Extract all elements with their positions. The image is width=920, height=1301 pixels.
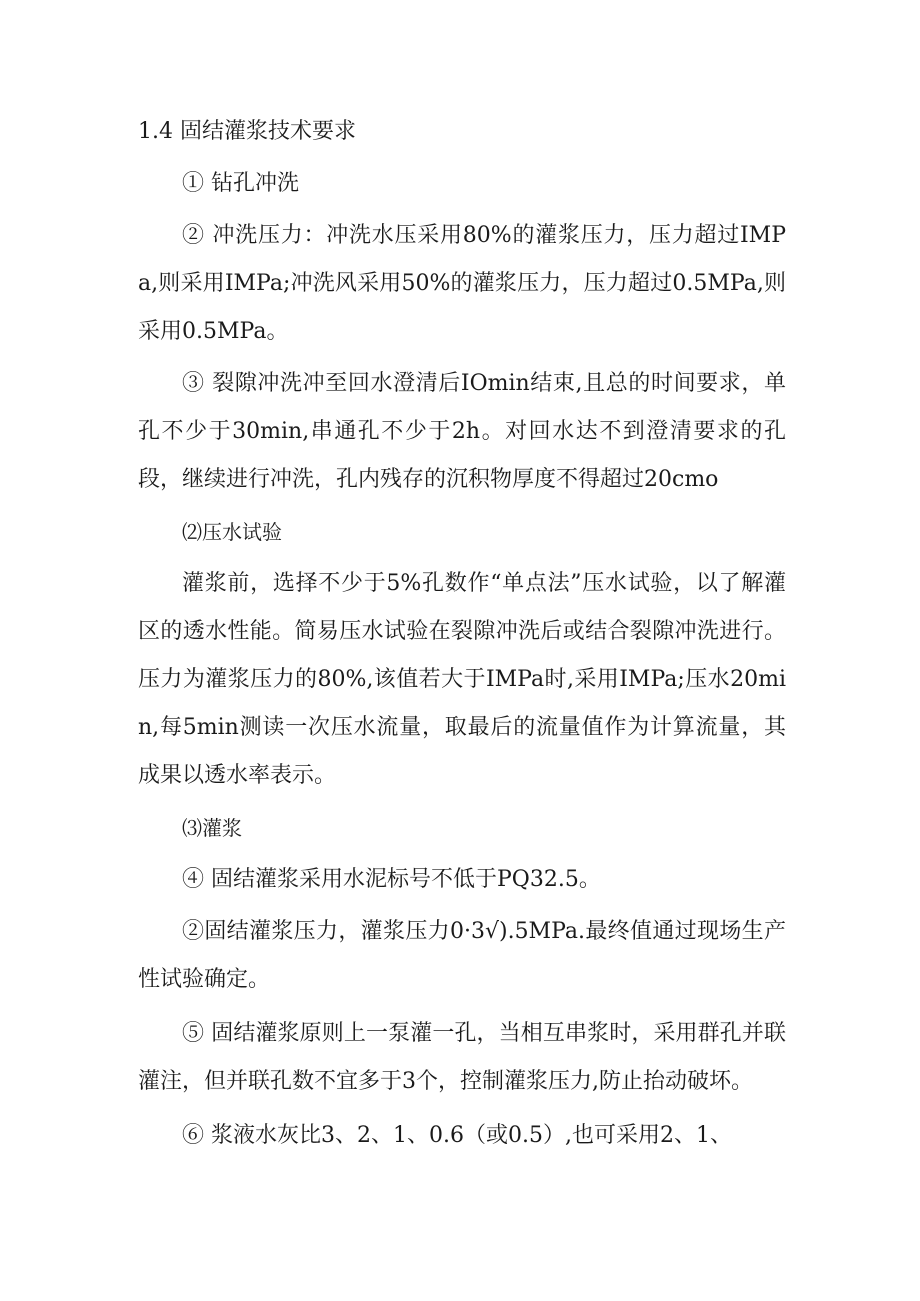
paragraph-flush-pressure: ② 冲洗压力：冲洗水压采用80%的灌浆压力，压力超过IMPa,则采用IMPa;冲洗风采用50%的灌浆压力，压力超过0.5MPa,则采用0.5MPa。 <box>138 223 786 344</box>
paragraph-drilling-flush: ① 钻孔冲洗 <box>182 171 299 196</box>
paragraph-water-test: 灌浆前，选择不少于5%孔数作“单点法”压水试验，以了解灌区的透水性能。简易压水试验在裂隙冲洗后或结合裂隙冲洗进行。压力为灌浆压力的80%,该值若大于IMPa时,采用IMPa;压水20min,每5min测读一次压水流量，取最后的流量值作为计算流量，其成果以透水率表示。 <box>138 571 786 788</box>
section-heading: 1.4 固结灌浆技术要求 <box>138 119 356 144</box>
paragraph-grouting-pressure: ②固结灌浆压力，灌浆压力0·3√).5MPa.最终值通过现场生产性试验确定。 <box>138 919 786 992</box>
paragraph-cement-grade: ④ 固结灌浆采用水泥标号不低于PQ32.5。 <box>182 867 601 892</box>
subheading-water-test: ⑵压水试验 <box>182 520 282 544</box>
document-body <box>138 108 786 1160</box>
paragraph-one-pump-one-hole: ⑤ 固结灌浆原则上一泵灌一孔，当相互串浆时，采用群孔并联灌注，但并联孔数不宜多于3个，控制灌浆压力,防止抬动破坏。 <box>138 1021 786 1094</box>
subheading-grouting: ⑶灌浆 <box>182 816 242 840</box>
paragraph-fissure-flush: ③ 裂隙冲洗冲至回水澄清后IOmin结束,且总的时间要求，单孔不少于30min,串通孔不少于2h。对回水达不到澄清要求的孔段，继续进行冲洗，孔内残存的沉积物厚度不得超过20cmo <box>138 371 786 492</box>
paragraph-water-cement-ratio: ⑥ 浆液水灰比3、2、1、0.6（或0.5）,也可采用2、1、 <box>182 1123 732 1148</box>
